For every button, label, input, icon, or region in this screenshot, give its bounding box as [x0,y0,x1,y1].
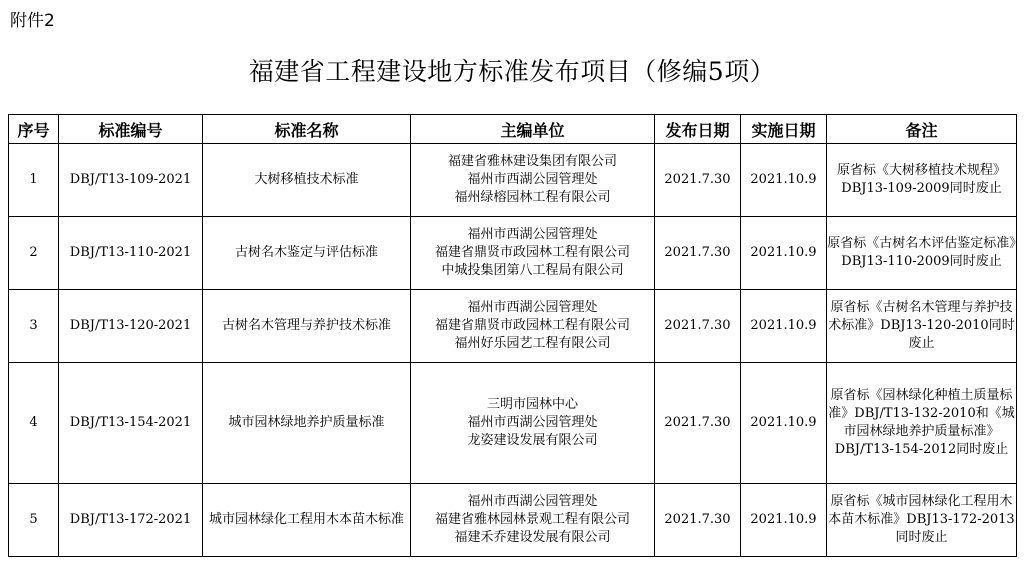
header-no: 序号 [9,115,59,144]
editor-units [411,290,655,363]
publish-date: 2021.7.30 [655,217,741,290]
row-no: 5 [9,484,59,557]
editor-unit: 福建省雅林园林景观工程有限公司 [434,512,630,527]
row-no: 3 [9,290,59,363]
editor-unit: 福州市西湖公园管理处 [467,415,598,430]
remark: 原省标《大树移植技术规程》DBJ13-109-2009同时废止 [827,144,1017,217]
standard-code: DBJ/T13-120-2021 [59,290,203,363]
editor-units [411,144,655,217]
header-name: 标准名称 [203,115,411,144]
publish-date: 2021.7.30 [655,290,741,363]
editor-unit: 福建省鼎贤市政园林工程有限公司 [434,245,630,260]
editor-unit: 福建禾乔建设发展有限公司 [454,530,611,545]
table-header-row [9,115,1017,144]
editor-unit: 福建省雅林建设集团有限公司 [447,154,617,169]
editor-unit: 福州市西湖公园管理处 [467,300,598,315]
standard-code: DBJ/T13-172-2021 [59,484,203,557]
remark: 原省标《古树名木评估鉴定标准》DBJ13-110-2009同时废止 [827,217,1017,290]
publish-date: 2021.7.30 [655,144,741,217]
table-row [9,363,1017,484]
editor-unit: 福州市西湖公园管理处 [467,227,598,242]
remark: 原省标《园林绿化种植土质量标准》DBJ/T13-132-2010和《城市园林绿地养护质量标准》DBJ/T13-154-2012同时废止 [827,363,1017,484]
editor-unit: 福建省鼎贤市政园林工程有限公司 [434,318,630,333]
effective-date: 2021.10.9 [741,144,827,217]
header-code: 标准编号 [59,115,203,144]
standard-code: DBJ/T13-109-2021 [59,144,203,217]
header-publish-date: 发布日期 [655,115,741,144]
editor-unit: 福州绿榕园林工程有限公司 [454,190,611,205]
standard-name: 城市园林绿化工程用木本苗木标准 [203,484,411,557]
editor-unit: 福州好乐园艺工程有限公司 [454,336,611,351]
standards-table [8,114,1017,557]
standard-code: DBJ/T13-154-2021 [59,363,203,484]
editor-units [411,484,655,557]
table-row [9,484,1017,557]
effective-date: 2021.10.9 [741,484,827,557]
editor-units [411,217,655,290]
editor-unit: 福州市西湖公园管理处 [467,494,598,509]
effective-date: 2021.10.9 [741,290,827,363]
editor-unit: 中城投集团第八工程局有限公司 [441,263,624,278]
standard-name: 古树名木管理与养护技术标准 [203,290,411,363]
table-row [9,217,1017,290]
publish-date: 2021.7.30 [655,363,741,484]
standard-name: 古树名木鉴定与评估标准 [203,217,411,290]
editor-unit: 龙姿建设发展有限公司 [467,433,598,448]
effective-date: 2021.10.9 [741,217,827,290]
row-no: 1 [9,144,59,217]
standard-name: 城市园林绿地养护质量标准 [203,363,411,484]
editor-unit: 三明市园林中心 [486,397,578,412]
publish-date: 2021.7.30 [655,484,741,557]
header-units: 主编单位 [411,115,655,144]
row-no: 2 [9,217,59,290]
editor-unit: 福州市西湖公园管理处 [467,172,598,187]
editor-units [411,363,655,484]
remark: 原省标《城市园林绿化工程用木本苗木标准》DBJ13-172-2013同时废止 [827,484,1017,557]
table-row [9,290,1017,363]
document-title: 福建省工程建设地方标准发布项目（修编5项） [248,57,776,86]
attachment-label: 附件2 [10,11,55,31]
standard-name: 大树移植技术标准 [203,144,411,217]
standard-code: DBJ/T13-110-2021 [59,217,203,290]
remark: 原省标《古树名木管理与养护技术标准》DBJ13-120-2010同时废止 [827,290,1017,363]
table-row [9,144,1017,217]
header-effective-date: 实施日期 [741,115,827,144]
row-no: 4 [9,363,59,484]
effective-date: 2021.10.9 [741,363,827,484]
header-remark: 备注 [827,115,1017,144]
